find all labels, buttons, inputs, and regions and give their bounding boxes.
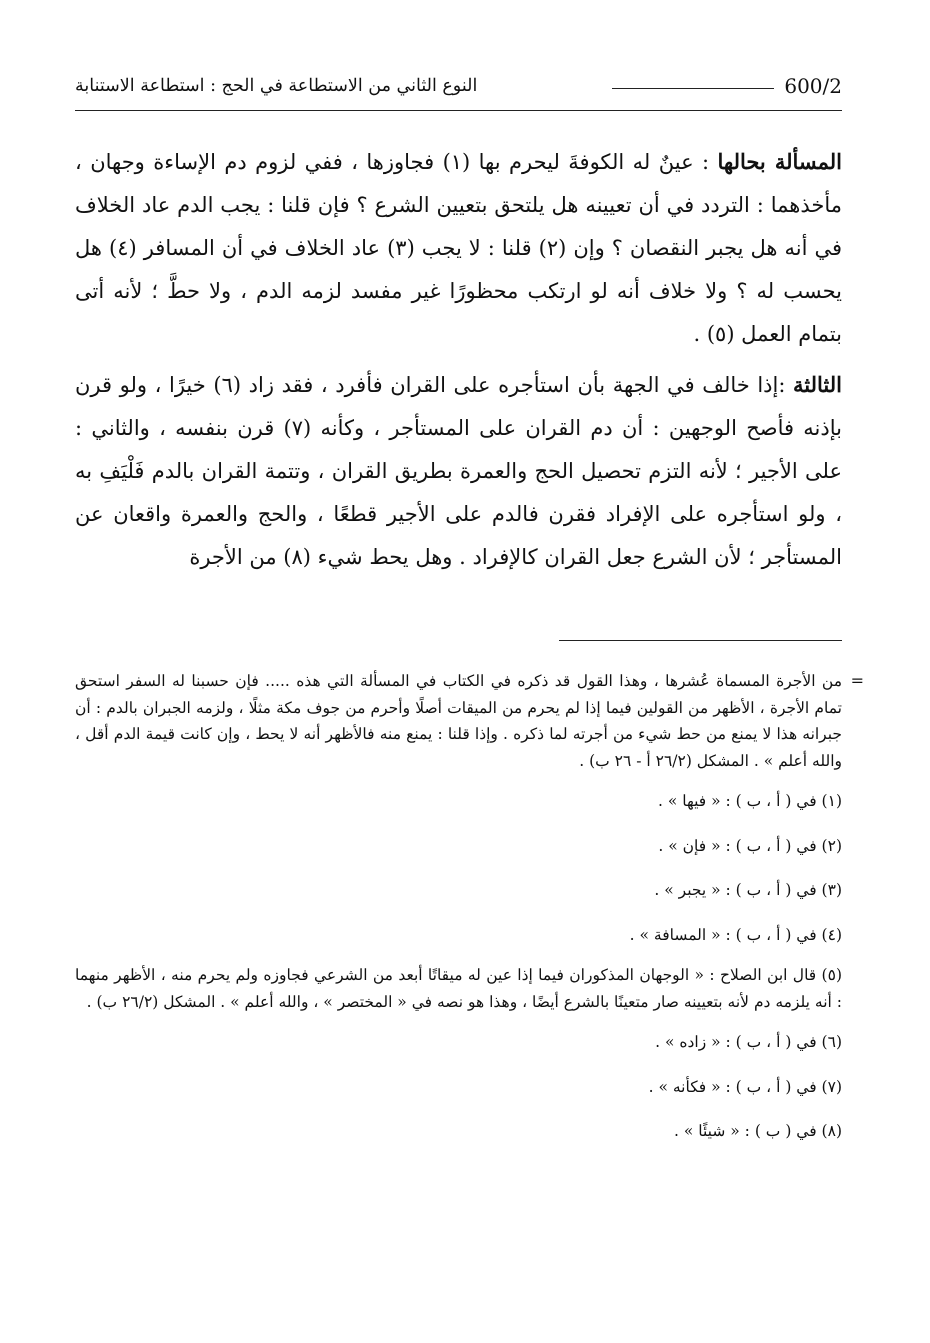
issue-label-1: المسألة بحالها [717,149,842,174]
paragraph-2 [75,363,842,579]
footnote-8: (٨) في ( ب ) : « شيئًا » . [674,1122,842,1140]
footnote-3: (٣) في ( أ ، ب ) : « يجبر » . [654,881,842,899]
footnote-7: (٧) في ( أ ، ب ) : « فكأنه » . [648,1077,842,1096]
issue-label-2: الثالثة [793,372,842,397]
header-rule [612,88,774,89]
footnote-6: (٦) في ( أ ، ب ) : « زاده » . [655,1033,842,1051]
main-text [75,140,842,586]
page-number: 600/2 [784,74,842,98]
footnote-2: (٢) في ( أ ، ب ) : « فإن » . [658,836,842,855]
paragraph-1 [75,140,842,356]
footnote-1: (١) في ( أ ، ب ) : « فيها » . [657,792,842,810]
footnote-5: (٥) قال ابن الصلاح : « الوجهان المذكوران فيما إذا عين له ميقاتًا أبعد من الشرعي فجاوزه ولم يحرم منه ، الأظهر منهما : أنه يلزمه دم لأنه بتعيينه صار متعينًا بالشرع أيضًا ، وهذا هو نصه في « المختصر » ، والله أعلم » . المشكل (٢٦/٢ ب) . [75,966,842,1011]
paragraph-2-text: :إذا خالف في الجهة بأن استأجره على القران فأفرد ، فقد زاد (٦) خيرًا ، ولو قرن بإذنه فأصح الوجهين : أن دم القران على المستأجر ، وكأنه (٧) قرن بنفسه ، والثاني : على الأجير ؛ لأنه التزم تحصيل الحج والعمرة بطريق القران ، وتتمة القران بالدم فَلْيَفِ به ، ولو استأجره على الإفراد فقرن فالدم على الأجير قطعًا ، والحج والعمرة واقعان عن المستأجر ؛ لأن الشرع جعل القران كالإفراد . وهل يحط شيء (٨) من الأجرة [75,373,842,569]
footnotes [75,668,864,1145]
running-header [75,70,842,111]
footnote-divider [559,640,842,641]
footnote-4: (٤) في ( أ ، ب ) : « المسافة » . [629,925,842,944]
footnote-continuation-text: من الأجرة المسماة عُشرها ، وهذا القول قد ذكره في الكتاب في المسألة التي هذه ..... فإن حسبنا له السفر استحق تمام الأجرة ، الأظهر من القولين فيما إذا لم يحرم من الميقات أصلًا وأحرم من جوف مكة مثلًا ، ولزمه الجبران بالدم : أن جبرانه هذا لا يمنع من حط شيء من أجرته لما ذكره . وإذا قلنا : يمنع منه فالأظهر أنه لا يحط ، وإن كانت قيمة الدم أقل ، والله أعلم » . المشكل (٢٦/٢ أ - ٢٦ ب) . [75,672,842,770]
continuation-mark: = [850,671,864,690]
footnote-continuation [75,668,864,774]
paragraph-1-text: : عينٌ له الكوفةَ ليحرم بها (١) فجاوزها ، ففي لزوم دم الإساءة وجهان ، مأخذهما : التردد في أن تعيينه هل يلتحق بتعيين الشرع ؟ فإن قلنا : يجب الدم عاد الخلاف في أنه هل يجبر النقصان ؟ وإن (٢) قلنا : لا يجب (٣) عاد الخلاف في أن المسافر (٤) هل يحسب له ؟ ولا خلاف أنه لو ارتكب محظورًا غير مفسد لزمه الدم ، ولا حطَّ ؛ لأنه أتى بتمام العمل (٥) . [75,150,842,346]
running-title: النوع الثاني من الاستطاعة في الحج : استطاعة الاستنابة [75,76,478,96]
